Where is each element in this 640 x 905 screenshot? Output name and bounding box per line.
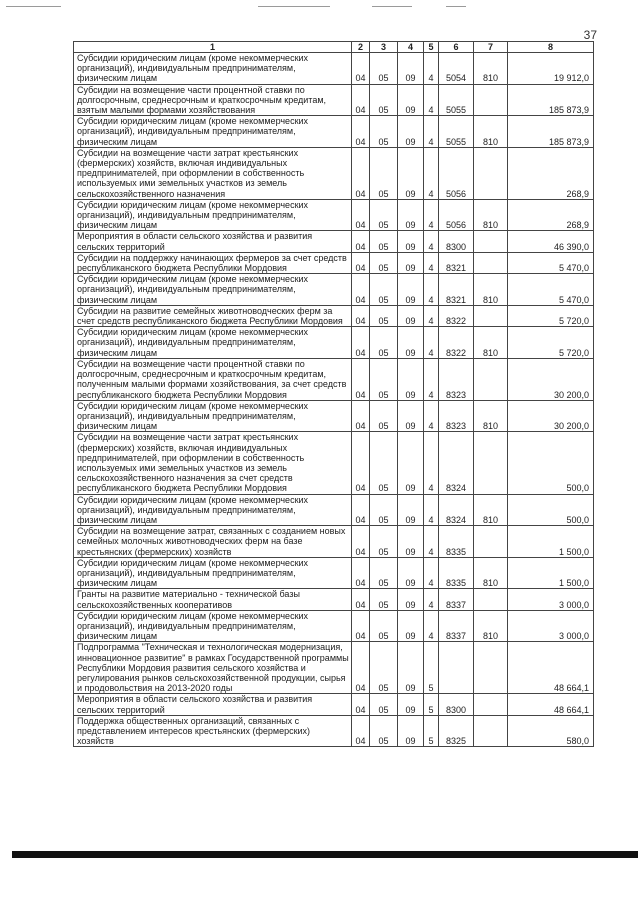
row-description: Субсидии на возмещение части затрат крестьянских (фермерских) хозяйств, включая индивидуальных предпринимателей, при оформлении в собственность используемых ими земельных участков из земель сельскохозяйственного назначения за счет средств республиканского бюджета Республики Мордовия — [74, 432, 352, 494]
cell-subsection: 05 — [370, 557, 398, 589]
cell-expense-type — [474, 694, 508, 715]
cell-section: 04 — [352, 557, 370, 589]
cell-amount: 500,0 — [508, 494, 594, 526]
cell-expense-type: 810 — [474, 327, 508, 359]
row-description: Субсидии юридическим лицам (кроме некоммерческих организаций), индивидуальным предпринимателям, физическим лицам — [74, 327, 352, 359]
cell-subprogram: 4 — [424, 84, 439, 116]
cell-expense-type: 810 — [474, 494, 508, 526]
cell-expense-type: 810 — [474, 610, 508, 642]
cell-expense-type — [474, 432, 508, 494]
cell-expense-type: 810 — [474, 557, 508, 589]
cell-subprogram: 4 — [424, 526, 439, 558]
cell-section: 04 — [352, 358, 370, 400]
cell-item-code: 8321 — [439, 252, 474, 273]
cell-amount: 185 873,9 — [508, 116, 594, 148]
cell-amount: 5 470,0 — [508, 274, 594, 306]
table-row — [74, 199, 594, 231]
cell-subsection: 05 — [370, 642, 398, 694]
cell-section: 04 — [352, 84, 370, 116]
cell-article: 09 — [398, 84, 424, 116]
table-row — [74, 231, 594, 252]
cell-expense-type — [474, 526, 508, 558]
cell-article: 09 — [398, 199, 424, 231]
cell-subsection: 05 — [370, 84, 398, 116]
row-description: Субсидии на возмещение затрат, связанных с созданием новых семейных молочных животноводческих ферм на базе крестьянских (фермерских) хозяйств — [74, 526, 352, 558]
cell-subsection: 05 — [370, 432, 398, 494]
cell-amount: 3 000,0 — [508, 589, 594, 610]
cell-subprogram: 4 — [424, 274, 439, 306]
cell-article: 09 — [398, 358, 424, 400]
cell-subsection: 05 — [370, 231, 398, 252]
cell-item-code: 8337 — [439, 610, 474, 642]
row-description: Субсидии юридическим лицам (кроме некоммерческих организаций), индивидуальным предпринимателям, физическим лицам — [74, 274, 352, 306]
cell-subprogram: 4 — [424, 53, 439, 85]
cell-subsection: 05 — [370, 199, 398, 231]
cell-subsection: 05 — [370, 147, 398, 199]
cell-subsection: 05 — [370, 715, 398, 747]
cell-section: 04 — [352, 589, 370, 610]
table-header-row — [74, 42, 594, 53]
cell-item-code: 8337 — [439, 589, 474, 610]
table-row — [74, 147, 594, 199]
cell-section: 04 — [352, 494, 370, 526]
row-description: Субсидии юридическим лицам (кроме некоммерческих организаций), индивидуальным предпринимателям, физическим лицам — [74, 494, 352, 526]
cell-amount: 268,9 — [508, 147, 594, 199]
cell-article: 09 — [398, 610, 424, 642]
cell-subprogram: 4 — [424, 305, 439, 326]
cell-expense-type: 810 — [474, 199, 508, 231]
cell-expense-type — [474, 358, 508, 400]
cell-amount: 48 664,1 — [508, 694, 594, 715]
cell-expense-type: 810 — [474, 400, 508, 432]
cell-item-code — [439, 642, 474, 694]
cell-item-code: 8324 — [439, 494, 474, 526]
cell-expense-type: 810 — [474, 53, 508, 85]
row-description: Мероприятия в области сельского хозяйства и развития сельских территорий — [74, 231, 352, 252]
cell-section: 04 — [352, 694, 370, 715]
row-description: Мероприятия в области сельского хозяйства и развития сельских территорий — [74, 694, 352, 715]
cell-section: 04 — [352, 199, 370, 231]
cell-expense-type — [474, 589, 508, 610]
cell-amount: 46 390,0 — [508, 231, 594, 252]
cell-expense-type — [474, 642, 508, 694]
cell-section: 04 — [352, 400, 370, 432]
cell-subsection: 05 — [370, 327, 398, 359]
row-description: Гранты на развитие материально - технической базы сельскохозяйственных кооперативов — [74, 589, 352, 610]
cell-expense-type: 810 — [474, 274, 508, 306]
row-description: Субсидии юридическим лицам (кроме некоммерческих организаций), индивидуальным предпринимателям, физическим лицам — [74, 116, 352, 148]
cell-section: 04 — [352, 147, 370, 199]
cell-subprogram: 4 — [424, 199, 439, 231]
row-description: Субсидии юридическим лицам (кроме некоммерческих организаций), индивидуальным предпринимателям, физическим лицам — [74, 53, 352, 85]
row-description: Поддержка общественных организаций, связанных с представлением интересов крестьянских (фермерских) хозяйств — [74, 715, 352, 747]
scan-bottom-bar — [12, 851, 638, 858]
cell-section: 04 — [352, 642, 370, 694]
cell-amount: 48 664,1 — [508, 642, 594, 694]
table-row — [74, 610, 594, 642]
column-header: 8 — [508, 42, 594, 53]
cell-amount: 1 500,0 — [508, 526, 594, 558]
row-description: Субсидии юридическим лицам (кроме некоммерческих организаций), индивидуальным предпринимателям, физическим лицам — [74, 199, 352, 231]
row-description: Субсидии юридическим лицам (кроме некоммерческих организаций), индивидуальным предпринимателям, физическим лицам — [74, 557, 352, 589]
cell-article: 09 — [398, 589, 424, 610]
table-row — [74, 327, 594, 359]
cell-subprogram: 5 — [424, 642, 439, 694]
row-description: Субсидии на развитие семейных животноводческих ферм за счет средств республиканского бюджета Республики Мордовия — [74, 305, 352, 326]
cell-article: 09 — [398, 694, 424, 715]
table-row — [74, 53, 594, 85]
cell-amount: 268,9 — [508, 199, 594, 231]
cell-amount: 5 720,0 — [508, 305, 594, 326]
table-row — [74, 116, 594, 148]
cell-item-code: 8300 — [439, 694, 474, 715]
cell-amount: 185 873,9 — [508, 84, 594, 116]
cell-article: 09 — [398, 557, 424, 589]
row-description: Подпрограмма "Техническая и технологическая модернизация, инновационное развитие" в рамках Государственной программы Республики Мордовия развития сельского хозяйства и регулирования рынков сельскохозяйственной продукции, сырья и продовольствия на 2013-2020 годы — [74, 642, 352, 694]
cell-item-code: 8323 — [439, 358, 474, 400]
cell-amount: 500,0 — [508, 432, 594, 494]
table-row — [74, 557, 594, 589]
table-row — [74, 252, 594, 273]
cell-subprogram: 4 — [424, 400, 439, 432]
cell-subprogram: 4 — [424, 432, 439, 494]
table-row — [74, 432, 594, 494]
cell-amount: 1 500,0 — [508, 557, 594, 589]
cell-subprogram: 4 — [424, 252, 439, 273]
cell-subsection: 05 — [370, 274, 398, 306]
cell-subsection: 05 — [370, 116, 398, 148]
cell-item-code: 8335 — [439, 526, 474, 558]
cell-item-code: 8322 — [439, 327, 474, 359]
cell-article: 09 — [398, 642, 424, 694]
cell-amount: 3 000,0 — [508, 610, 594, 642]
cell-amount: 5 470,0 — [508, 252, 594, 273]
cell-subsection: 05 — [370, 400, 398, 432]
cell-expense-type — [474, 231, 508, 252]
cell-section: 04 — [352, 231, 370, 252]
cell-item-code: 5054 — [439, 53, 474, 85]
cell-subprogram: 4 — [424, 231, 439, 252]
budget-table — [73, 41, 594, 747]
cell-section: 04 — [352, 715, 370, 747]
column-header: 6 — [439, 42, 474, 53]
cell-subsection: 05 — [370, 494, 398, 526]
cell-item-code: 8300 — [439, 231, 474, 252]
table-row — [74, 589, 594, 610]
cell-item-code: 8324 — [439, 432, 474, 494]
cell-subprogram: 4 — [424, 589, 439, 610]
cell-expense-type — [474, 147, 508, 199]
cell-article: 09 — [398, 494, 424, 526]
cell-subsection: 05 — [370, 252, 398, 273]
cell-item-code: 8323 — [439, 400, 474, 432]
cell-subprogram: 4 — [424, 147, 439, 199]
cell-subprogram: 4 — [424, 358, 439, 400]
cell-subsection: 05 — [370, 305, 398, 326]
cell-article: 09 — [398, 526, 424, 558]
cell-item-code: 5055 — [439, 116, 474, 148]
table-row — [74, 305, 594, 326]
cell-expense-type — [474, 715, 508, 747]
cell-subsection: 05 — [370, 589, 398, 610]
cell-expense-type — [474, 84, 508, 116]
cell-amount: 19 912,0 — [508, 53, 594, 85]
page-number: 37 — [583, 28, 597, 42]
column-header: 7 — [474, 42, 508, 53]
table-row — [74, 400, 594, 432]
row-description: Субсидии юридическим лицам (кроме некоммерческих организаций), индивидуальным предпринимателям, физическим лицам — [74, 610, 352, 642]
table-row — [74, 358, 594, 400]
cell-article: 09 — [398, 327, 424, 359]
table-row — [74, 494, 594, 526]
cell-article: 09 — [398, 274, 424, 306]
cell-section: 04 — [352, 610, 370, 642]
cell-item-code: 5055 — [439, 84, 474, 116]
row-description: Субсидии на возмещение части затрат крестьянских (фермерских) хозяйств, включая индивидуальных предпринимателей, при оформлении в собственность используемых ими земельных участков из земель сельскохозяйственного назначения — [74, 147, 352, 199]
scan-top-edge — [0, 6, 640, 8]
cell-item-code: 5056 — [439, 147, 474, 199]
cell-article: 09 — [398, 147, 424, 199]
cell-amount: 30 200,0 — [508, 400, 594, 432]
cell-expense-type — [474, 305, 508, 326]
cell-subprogram: 5 — [424, 694, 439, 715]
column-header: 2 — [352, 42, 370, 53]
cell-subsection: 05 — [370, 694, 398, 715]
column-header: 1 — [74, 42, 352, 53]
cell-item-code: 5056 — [439, 199, 474, 231]
column-header: 5 — [424, 42, 439, 53]
cell-subprogram: 4 — [424, 610, 439, 642]
cell-article: 09 — [398, 53, 424, 85]
row-description: Субсидии на возмещение части процентной ставки по долгосрочным, среднесрочным и краткосрочным кредитам, полученным малыми формами хозяйствования, за счет средств республиканского бюджета Республики Мордовия — [74, 358, 352, 400]
cell-article: 09 — [398, 252, 424, 273]
cell-subsection: 05 — [370, 610, 398, 642]
cell-section: 04 — [352, 432, 370, 494]
row-description: Субсидии на поддержку начинающих фермеров за счет средств республиканского бюджета Республики Мордовия — [74, 252, 352, 273]
cell-section: 04 — [352, 274, 370, 306]
row-description: Субсидии на возмещение части процентной ставки по долгосрочным, среднесрочным и краткосрочным кредитам, взятым малыми формами хозяйствования — [74, 84, 352, 116]
cell-section: 04 — [352, 526, 370, 558]
table-row — [74, 642, 594, 694]
cell-expense-type — [474, 252, 508, 273]
cell-item-code: 8325 — [439, 715, 474, 747]
cell-item-code: 8322 — [439, 305, 474, 326]
cell-article: 09 — [398, 715, 424, 747]
cell-subprogram: 4 — [424, 494, 439, 526]
cell-expense-type: 810 — [474, 116, 508, 148]
cell-amount: 580,0 — [508, 715, 594, 747]
cell-subsection: 05 — [370, 358, 398, 400]
cell-subprogram: 4 — [424, 557, 439, 589]
table-row — [74, 526, 594, 558]
row-description: Субсидии юридическим лицам (кроме некоммерческих организаций), индивидуальным предпринимателям, физическим лицам — [74, 400, 352, 432]
cell-subsection: 05 — [370, 526, 398, 558]
cell-article: 09 — [398, 231, 424, 252]
table-row — [74, 694, 594, 715]
cell-subsection: 05 — [370, 53, 398, 85]
table-row — [74, 274, 594, 306]
cell-amount: 30 200,0 — [508, 358, 594, 400]
cell-section: 04 — [352, 327, 370, 359]
cell-article: 09 — [398, 400, 424, 432]
cell-amount: 5 720,0 — [508, 327, 594, 359]
cell-section: 04 — [352, 53, 370, 85]
cell-article: 09 — [398, 116, 424, 148]
column-header: 3 — [370, 42, 398, 53]
cell-item-code: 8335 — [439, 557, 474, 589]
cell-subprogram: 4 — [424, 327, 439, 359]
cell-section: 04 — [352, 252, 370, 273]
cell-section: 04 — [352, 305, 370, 326]
cell-article: 09 — [398, 432, 424, 494]
table-row — [74, 715, 594, 747]
cell-subprogram: 4 — [424, 116, 439, 148]
cell-section: 04 — [352, 116, 370, 148]
cell-article: 09 — [398, 305, 424, 326]
column-header: 4 — [398, 42, 424, 53]
cell-subprogram: 5 — [424, 715, 439, 747]
table-row — [74, 84, 594, 116]
cell-item-code: 8321 — [439, 274, 474, 306]
